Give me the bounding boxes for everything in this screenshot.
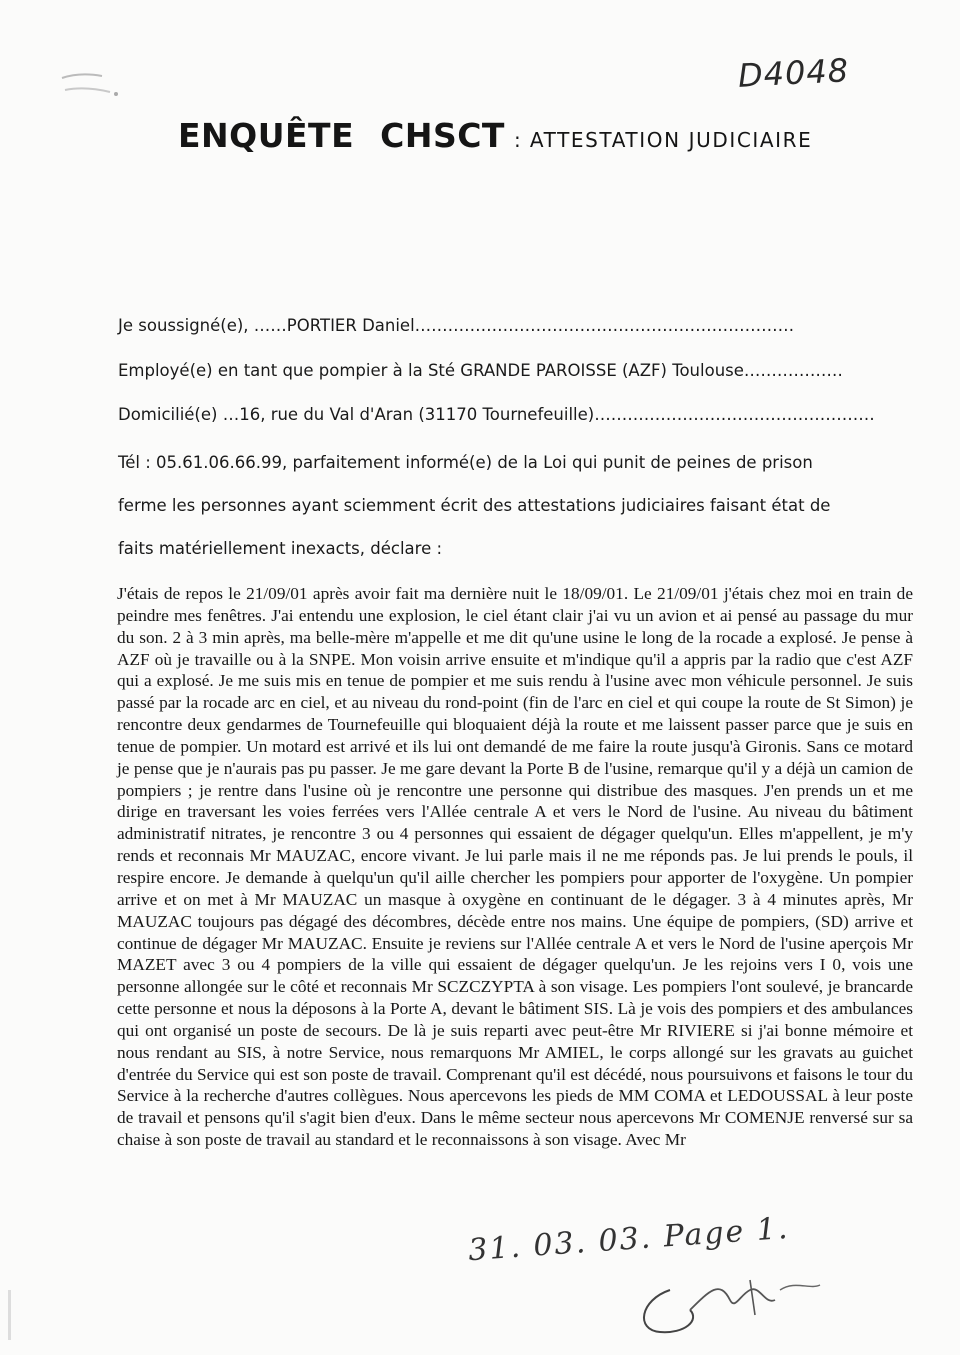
statement-body: J'étais de repos le 21/09/01 après avoir fait ma dernière nuit le 18/09/01. Le 21/09/01 j'étais chez moi en train de peindre mes fenêtres. J'ai entendu une explosion, le ciel étant clair j'ai vu un avion et ai pensé au passage du mur du son. 2 à 3 min après, ma belle-mère m'appelle et me dit qu'une usine le long de la rocade a explosé. Je pense à AZF où je travaille ou à la SNPE. Mon voisin arrive ensuite et m'indique qu'il a appris par la radio que c'est AZF qui a explosé. Je me suis mis en tenue de pompier et me suis rendu à l'usine avec mon véhicule personnel. Je suis passé par la rocade arc en ciel, et au niveau du rond-point (fin de l'arc en ciel et qui coupe la route de St Simon) je rencontre deux gendarmes de Tournefeuille qui bloquaient déjà la route et me laissent passer parce que je suis en tenue de pompier. Un motard est arrivé et ils lui ont demandé de me faire la route jusqu'à Gironis. Sans ce motard je pense que je n'aurais pas pu passer. Je me gare devant la Porte B de l'usine, remarque qu'il y a déjà un camion de pompiers ; je rentre dans l'usine où je rencontre une personne qui distribue des masques. J'en prends un et me dirige en traversant les voies ferrées vers l'Allée centrale A et vers le Nord de l'usine. Au niveau du bâtiment administratif nitrates, je rencontre 3 ou 4 personnes qui essaient de dégager quelqu'un. Elles m'appellent, je m'y rends et reconnais Mr MAUZAC, encore vivant. Je lui parle mais il ne me réponds pas. Je lui prends le pouls, il respire encore. Je demande à quelqu'un qu'il aille chercher les pompiers pour apporter de l'oxygène. Un pompier arrive et on met à Mr MAUZAC un masque à oxygène en continuant de le dégager. 3 à 4 minutes après, Mr MAUZAC toujours pas dégagé des décombres, décède entre nos mains. Une équipe de pompiers, (SD) arrive et continue de dégager Mr MAUZAC. Ensuite je reviens sur l'Allée centrale A et vers le Nord de l'usine aperçois Mr MAZET avec 3 ou 4 pompiers de la ville qui essaient de dégager quelqu'un. Je les rejoins vers I 0, vois une personne allongée sur le côté et reconnais Mr SCZCZYPTA à son visage. Les pompiers l'ont soulevé, je brancarde cette personne et nous la déposons à la Porte A, devant le bâtiment SIS. Là je vois des pompiers et des ambulances qui ont organisé un poste de secours. De là je suis reparti avec peut-être Mr RIVIERE si j'ai bonne mémoire et nous rendant au SIS, à notre Service, nous remarquons Mr AMIEL, le corps allongé sur les gravats au guichet d'entrée du Service qui est son poste de travail. Comprenant qu'il est décédé, nous poursuivons et faisons le tour du Service à la recherche d'autres collègues. Nous apercevons les pieds de MM COMA et LEDOUSSAL à leur poste de travail et pensons qu'il s'agit bien d'eux. Dans le même secteur nous apercevons Mr COMENJE renversé sur sa chaise à son poste de travail au standard et le reconnaissons à son visage. Avec Mr	[117, 584, 913, 1150]
title-separator: :	[514, 128, 521, 152]
signature-icon	[630, 1260, 840, 1340]
title-org: CHSCT	[380, 116, 505, 155]
declarant-name-line: Je soussigné(e), ……PORTIER Daniel……………………………………………………………	[118, 316, 795, 335]
scan-artifact-marks	[40, 20, 150, 110]
address-line: Domicilié(e) …16, rue du Val d'Aran (31170 Tournefeuille)……………………………………………	[118, 405, 875, 424]
scan-edge-mark	[6, 1290, 14, 1340]
legal-notice-line-3: faits matériellement inexacts, déclare :	[118, 539, 443, 558]
legal-notice-line-2: ferme les personnes ayant sciemment écrit des attestations judiciaires faisant état de	[118, 496, 831, 515]
reference-number: D4048	[737, 51, 850, 95]
legal-notice-line-1: Tél : 05.61.06.66.99, parfaitement informé(e) de la Loi qui punit de peines de prison	[118, 453, 813, 472]
document-title	[178, 116, 812, 155]
title-main: ENQUÊTE	[178, 116, 355, 155]
title-subtitle: ATTESTATION JUDICIAIRE	[529, 128, 813, 152]
employment-line: Employé(e) en tant que pompier à la Sté GRANDE PAROISSE (AZF) Toulouse………………	[118, 361, 843, 380]
handwritten-date-page: 31. 03. 03. Page 1.	[467, 1210, 791, 1269]
